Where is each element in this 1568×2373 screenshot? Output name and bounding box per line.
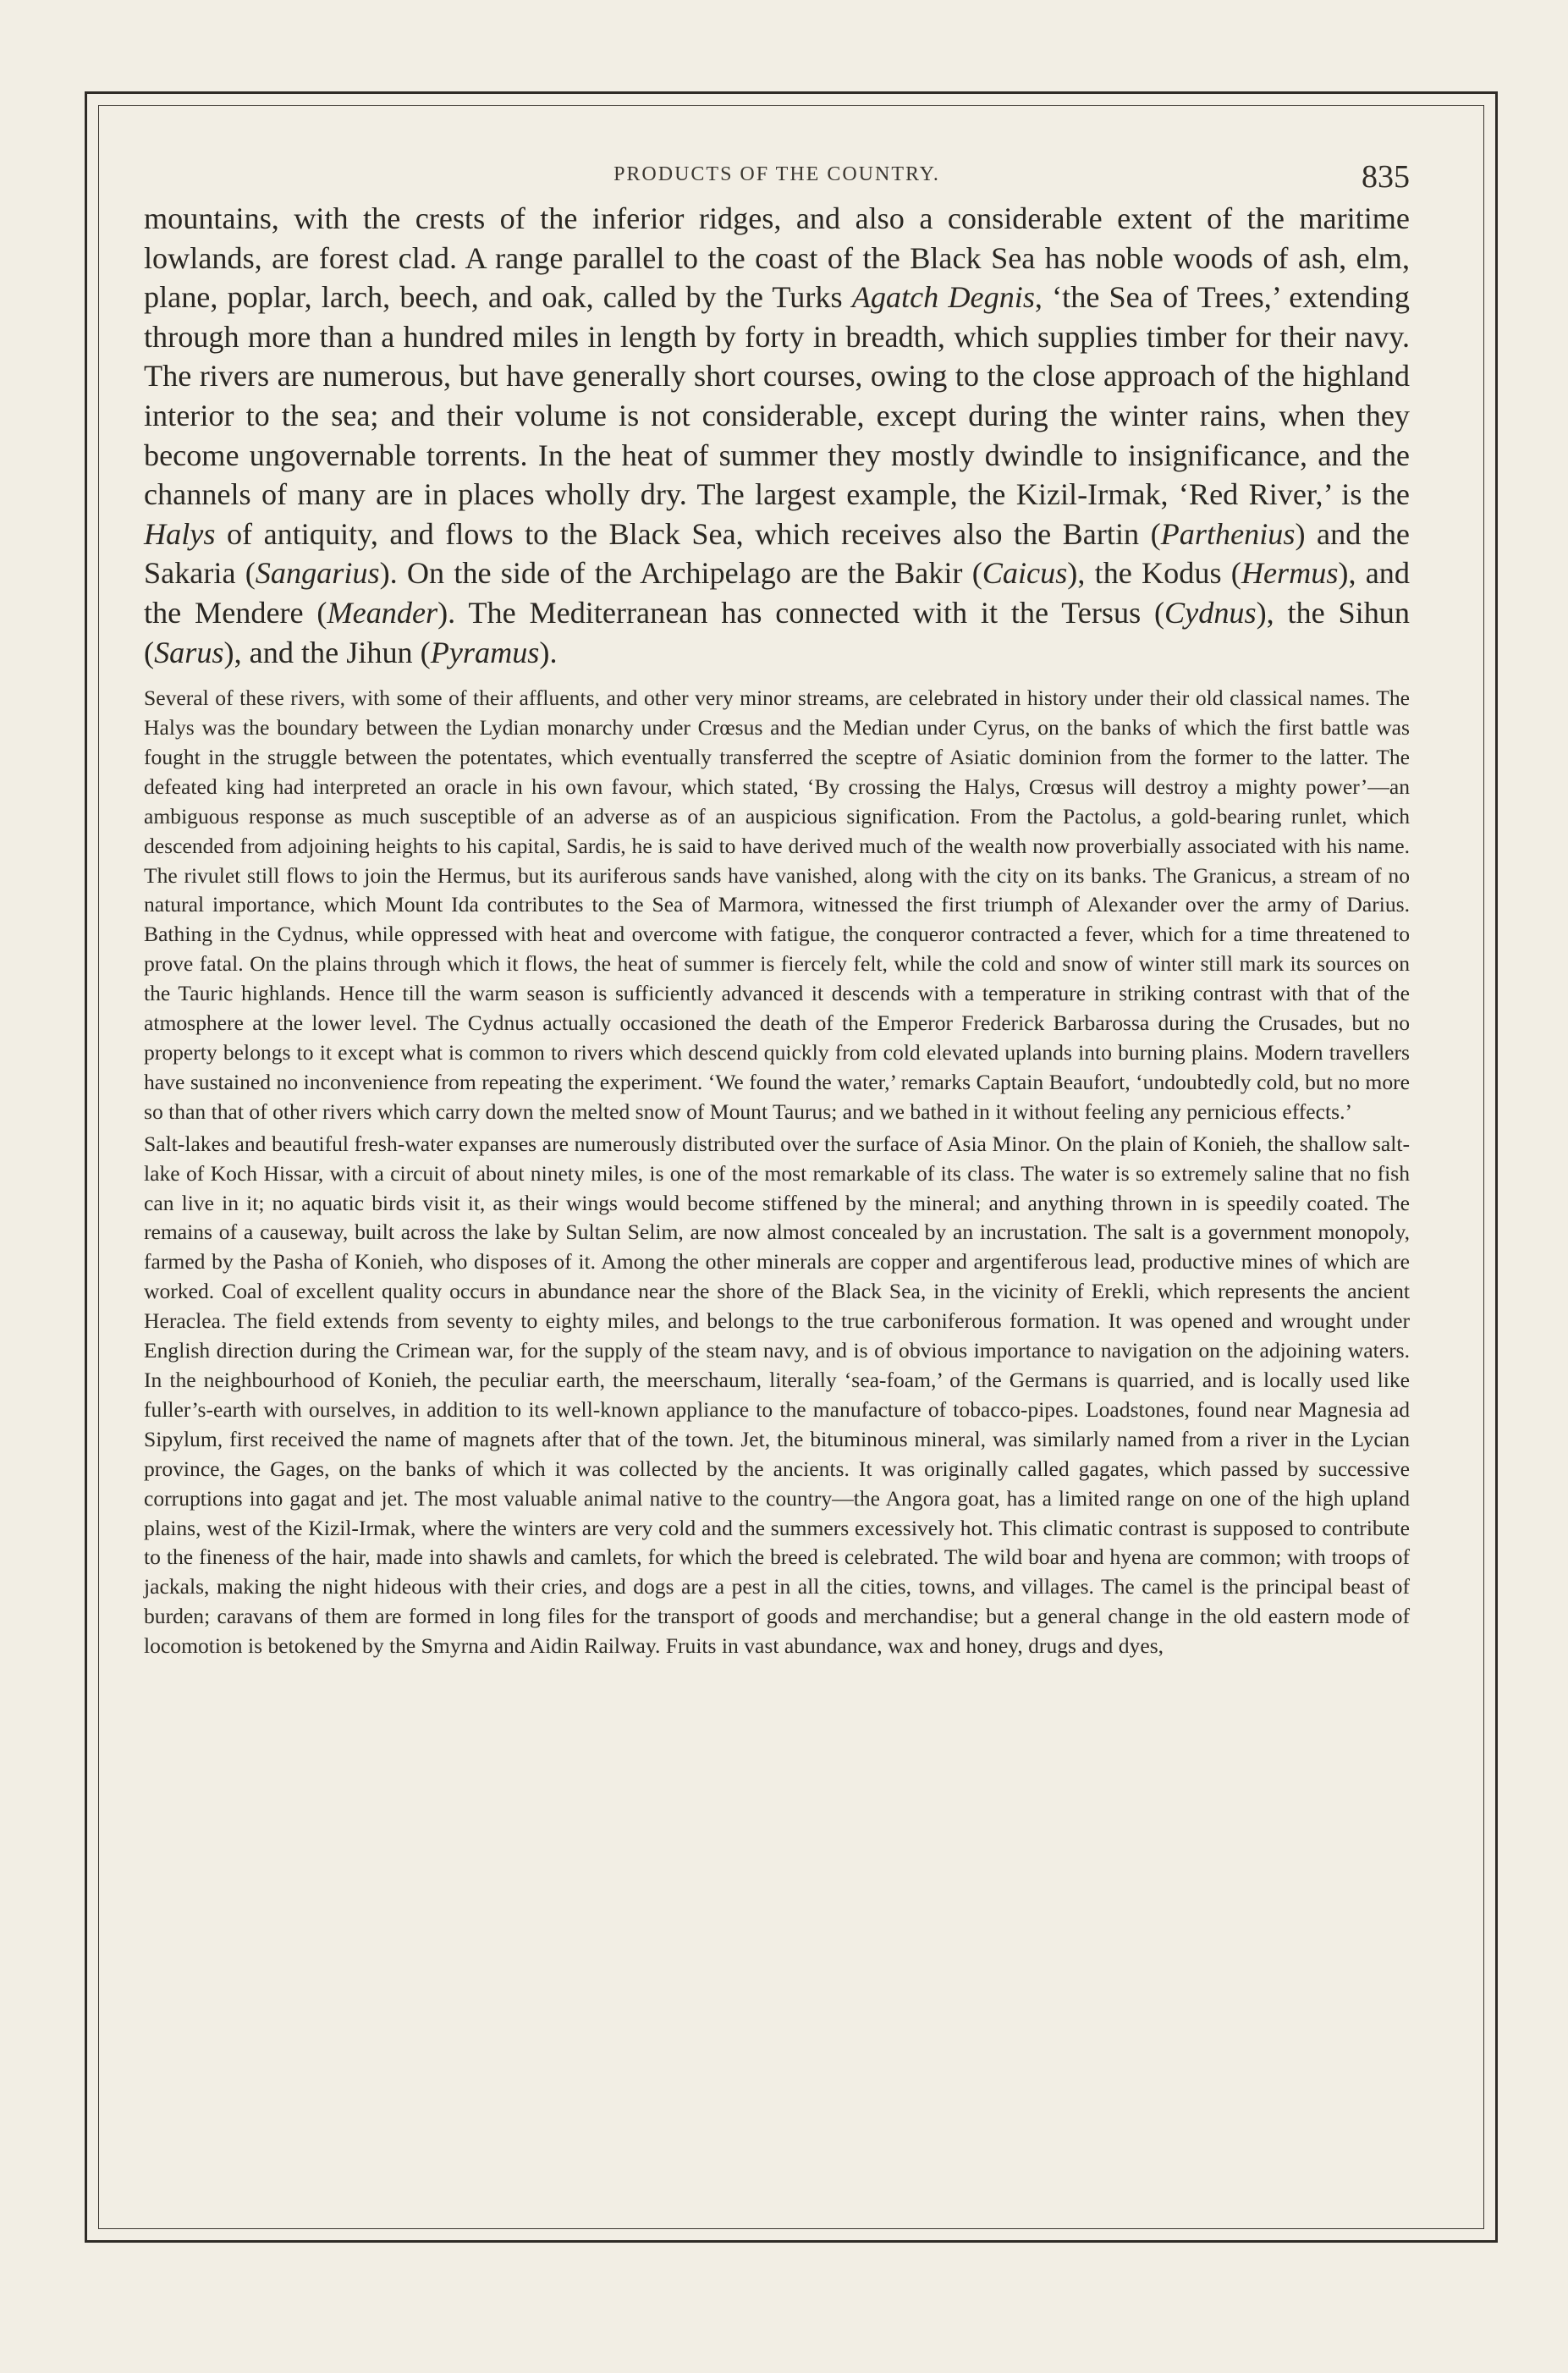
italic-term: Pyramus (430, 635, 540, 669)
italic-term: Cydnus (1164, 595, 1257, 630)
italic-term: Parthenius (1160, 516, 1296, 551)
text-run: ). The Mediterranean has connected with it the Tersus ( (437, 595, 1165, 630)
running-head: PRODUCTS OF THE COUNTRY. (613, 163, 940, 185)
minerals-paragraph: Salt-lakes and beautiful fresh-water expanses are numerously distributed over the surface of Asia Minor. On the plain of Konieh, the shallow salt-lake of Koch Hissar, with a circuit of about ninety miles, is one of the most remarkable of its class. The water is so extremely saline that no fish can live in it; no aquatic birds visit it, as their wings would become stiffened by the mineral; and anything thrown in is speedily coated. The remains of a causeway, built across the lake by Sultan Selim, are now almost concealed by an incrustation. The salt is a government monopoly, farmed by the Pasha of Konieh, who disposes of it. Among the other minerals are copper and argentiferous lead, productive mines of which are worked. Coal of excellent quality occurs in abundance near the shore of the Black Sea, in the vicinity of Erekli, which represents the ancient Heraclea. The field extends from seventy to eighty miles, and belongs to the true carboniferous formation. It was opened and wrought under English direction during the Crimean war, for the supply of the steam navy, and is of obvious importance to navigation on the adjoining waters. In the neighbourhood of Konieh, the peculiar earth, the meerschaum, literally ‘sea-foam,’ of the Germans is quarried, and is locally used like fuller’s-earth with ourselves, in addition to its well-known appliance to the manufacture of tobacco-pipes. Loadstones, found near Magnesia ad Sipylum, first received the name of magnets after that of the town. Jet, the bituminous mineral, was similarly named from a river in the Lycian province, the Gages, on the banks of which it was collected by the ancients. It was originally called gagates, which passed by successive corruptions into gagat and jet. The most valuable animal native to the country—the Angora goat, has a limited range on one of the high upland plains, west of the Kizil-Irmak, where the winters are very cold and the summers excessively hot. This climatic contrast is supposed to contribute to the fineness of the hair, made into shawls and camlets, for which the breed is celebrated. The wild boar and hyena are common; with troops of jackals, making the night hideous with their cries, and dogs are a pest in all the cities, towns, and villages. The camel is the principal beast of burden; caravans of them are formed in long files for the transport of goods and merchandise; but a general change in the old eastern mode of locomotion is betokened by the Smyrna and Aidin Railway. Fruits in vast abundance, wax and honey, drugs and dyes, (144, 1131, 1410, 1659)
text-run: , ‘the Sea of Trees,’ extending through more than a hundred miles in length by forty in breadth, which supplies timber for their navy. The rivers are numerous, but have generally short courses, owing to the close approach of the highland interior to the sea; and their volume is not considerable, except during the winter rains, when they become ungovernable torrents. In the heat of summer they mostly dwindle to insignificance, and the channels of many are in places wholly dry. The largest example, the Kizil-Irmak, ‘Red River,’ is the (144, 280, 1410, 512)
text-run: ), and the Jihun ( (223, 635, 431, 669)
italic-term: Sangarius (255, 556, 380, 591)
italic-term: Sarus (154, 635, 224, 669)
rivers-paragraph: Several of these rivers, with some of their affluents, and other very minor streams, are celebrated in history under their old classical names. The Halys was the boundary between the Lydian monarchy under Crœsus and the Median under Cyrus, on the banks of which the first battle was fought in the struggle between the potentates, which eventually transferred the sceptre of Asiatic dominion from the former to the latter. The defeated king had interpreted an oracle in his own favour, which stated, ‘By crossing the Halys, Crœsus will destroy a mighty power’—an ambiguous response as much susceptible of an adverse as of an auspicious signification. From the Pactolus, a gold-bearing runlet, which descended from adjoining heights to his capital, Sardis, he is said to have derived much of the wealth now proverbially associated with his name. The rivulet still flows to join the Hermus, but its auriferous sands have vanished, along with the city on its banks. The Granicus, a stream of no natural importance, which Mount Ida contributes to the Sea of Marmora, witnessed the first triumph of Alexander over the army of Darius. Bathing in the Cydnus, while oppressed with heat and overcome with fatigue, the conqueror contracted a fever, which for a time threatened to prove fatal. On the plains through which it flows, the heat of summer is fiercely felt, while the cold and snow of winter still mark its sources on the Tauric highlands. Hence till the warm season is sufficiently advanced it descends with a temperature in striking contrast with that of the atmosphere at the lower level. The Cydnus actually occasioned the death of the Emperor Frederick Barbarossa during the Crusades, but no property belongs to it except what is common to rivers which descend quickly from cold elevated uplands into burning plains. Modern travellers have sustained no inconvenience from repeating the experiment. ‘We found the water,’ remarks Captain Beaufort, ‘undoubtedly cold, but no more so than that of other rivers which carry down the melted snow of Mount Taurus; and we bathed in it without feeling any pernicious effects.’ (144, 685, 1410, 1124)
text-run: of antiquity, and flows to the Black Sea, which receives also the Bartin ( (215, 516, 1161, 551)
text-run: ). On the side of the Archipelago are the Bakir ( (379, 556, 982, 591)
page-header (144, 148, 1410, 199)
text-run: mountains, with the crests of the inferior ridges, and also a considerable extent of the maritime lowlands, are forest clad. A range parallel to the coast of the Black Sea has noble woods of ash, elm, plane, poplar, larch, beech, and oak, called by the Turks (144, 201, 1410, 315)
italic-term: Caicus (982, 556, 1068, 591)
text-run: ), and the Mendere ( (144, 556, 1410, 630)
italic-term: Meander (327, 595, 438, 630)
text-run: ) and the Sakaria ( (144, 516, 1410, 591)
main-paragraph (144, 199, 1410, 672)
italic-term: Halys (144, 516, 216, 551)
text-run: ), the Sihun ( (144, 595, 1410, 669)
italic-term: Hermus (1241, 556, 1339, 591)
text-run: ). (539, 635, 558, 669)
page-content (144, 148, 1410, 1661)
page-number: 835 (1362, 159, 1410, 195)
text-run: ), the Kodus ( (1067, 556, 1241, 591)
italic-term: Agatch Degnis (851, 280, 1035, 315)
